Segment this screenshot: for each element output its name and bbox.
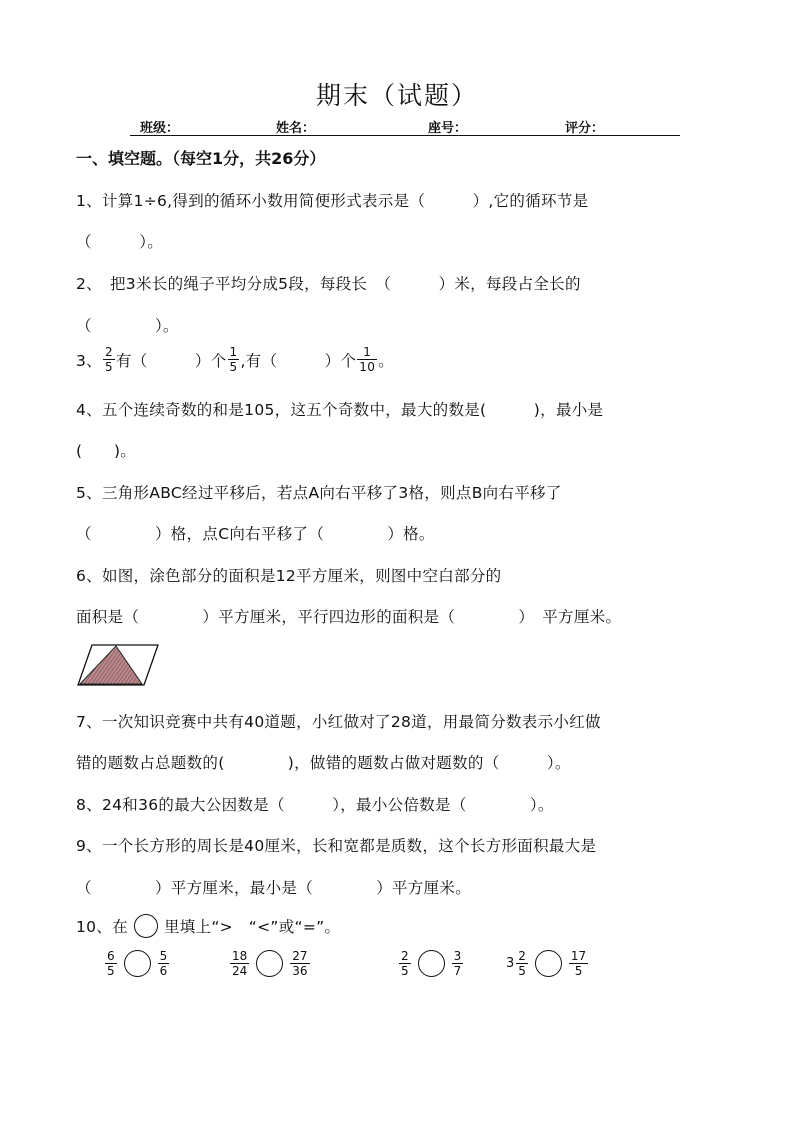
fraction-1-5: $\frac{1}{5}$ bbox=[229, 345, 238, 374]
answer-circle[interactable] bbox=[256, 950, 283, 977]
answer-circle[interactable] bbox=[535, 950, 562, 977]
fraction-1-10: $\frac{1}{10}$ bbox=[359, 345, 376, 374]
comparison-circle-icon bbox=[134, 914, 158, 938]
question-10-tail: 里填上“> “<”或“=”。 bbox=[163, 918, 341, 936]
score-label: 评分： bbox=[565, 121, 605, 136]
right-fraction: $\frac{27}{36}$ bbox=[292, 949, 308, 978]
name-label: 姓名： bbox=[276, 121, 316, 136]
question-7-line-1: 7、一次知识竞赛中共有40道题，小红做对了28道，用最简分数表示小红做 bbox=[76, 713, 601, 731]
question-6-line-2: 面积是（ ）平方厘米，平行四边形的面积是（ ） 平方厘米。 bbox=[76, 608, 622, 626]
class-label: 班级： bbox=[140, 121, 180, 136]
question-2-line-2: （ ）。 bbox=[76, 317, 179, 335]
question-3-text-2: ,有（ ）个 bbox=[240, 351, 357, 370]
seat-label: 座号： bbox=[428, 121, 468, 136]
right-fraction: $\frac{17}{5}$ bbox=[570, 949, 587, 978]
question-9-line-2: （ ）平方厘米，最小是（ ）平方厘米。 bbox=[76, 879, 472, 897]
question-8: 8、24和36的最大公因数是（ ），最小公倍数是（ ）。 bbox=[76, 796, 554, 814]
left-fraction: $\frac{6}{5}$ bbox=[107, 949, 115, 978]
question-7-line-2: 错的题数占总题数的( )，做错的题数占做对题数的（ ）。 bbox=[76, 754, 571, 772]
compare-item-2 bbox=[229, 950, 311, 977]
right-fraction: $\frac{5}{6}$ bbox=[159, 949, 168, 978]
left-fraction: $\frac{18}{24}$ bbox=[232, 949, 248, 978]
question-5-line-2: （ ）格，点C向右平移了（ ）格。 bbox=[76, 525, 435, 543]
compare-item-4 bbox=[506, 950, 589, 977]
left-fraction: $\frac{2}{5}$ bbox=[401, 949, 409, 978]
question-2-line-1: 2、 把3米长的绳子平均分成5段，每段长 （ ）米，每段占全长的 bbox=[76, 275, 581, 293]
compare-item-3 bbox=[398, 950, 464, 977]
right-fraction: $\frac{3}{7}$ bbox=[453, 949, 462, 978]
parallelogram-figure bbox=[76, 643, 160, 687]
question-1-line-2: （ ）。 bbox=[76, 233, 164, 251]
question-3-lead: 3、 bbox=[76, 351, 102, 370]
page-title: 期末（试题） bbox=[315, 81, 478, 110]
question-6-line-1: 6、如图，涂色部分的面积是12平方厘米，则图中空白部分的 bbox=[76, 567, 502, 585]
header-underline bbox=[130, 135, 680, 136]
compare-item-1 bbox=[104, 950, 170, 977]
answer-circle[interactable] bbox=[418, 950, 445, 977]
question-10-lead: 10、在 bbox=[76, 918, 128, 936]
question-4-line-1: 4、五个连续奇数的和是105，这五个奇数中，最大的数是( )，最小是 bbox=[76, 401, 604, 419]
question-3 bbox=[76, 346, 394, 373]
question-10 bbox=[76, 914, 340, 938]
question-5-line-1: 5、三角形ABC经过平移后，若点A向右平移了3格，则点B向右平移了 bbox=[76, 484, 562, 502]
fraction-2-5: $\frac{2}{5}$ bbox=[104, 345, 113, 374]
question-9-line-1: 9、一个长方形的周长是40厘米，长和宽都是质数，这个长方形面积最大是 bbox=[76, 837, 597, 855]
question-3-text-1: 有（ ）个 bbox=[115, 351, 227, 370]
question-3-text-3: 。 bbox=[378, 351, 394, 370]
answer-circle[interactable] bbox=[124, 950, 151, 977]
section-heading: 一、填空题。（每空1分，共26分） bbox=[76, 149, 326, 168]
question-4-line-2: ( )。 bbox=[76, 442, 137, 460]
mixed-number bbox=[506, 950, 529, 977]
left-fraction: $\frac{2}{5}$ bbox=[518, 949, 526, 978]
mixed-whole: 3 bbox=[506, 956, 515, 971]
question-1-line-1: 1、计算1÷6,得到的循环小数用简便形式表示是（ ）,它的循环节是 bbox=[76, 192, 589, 210]
